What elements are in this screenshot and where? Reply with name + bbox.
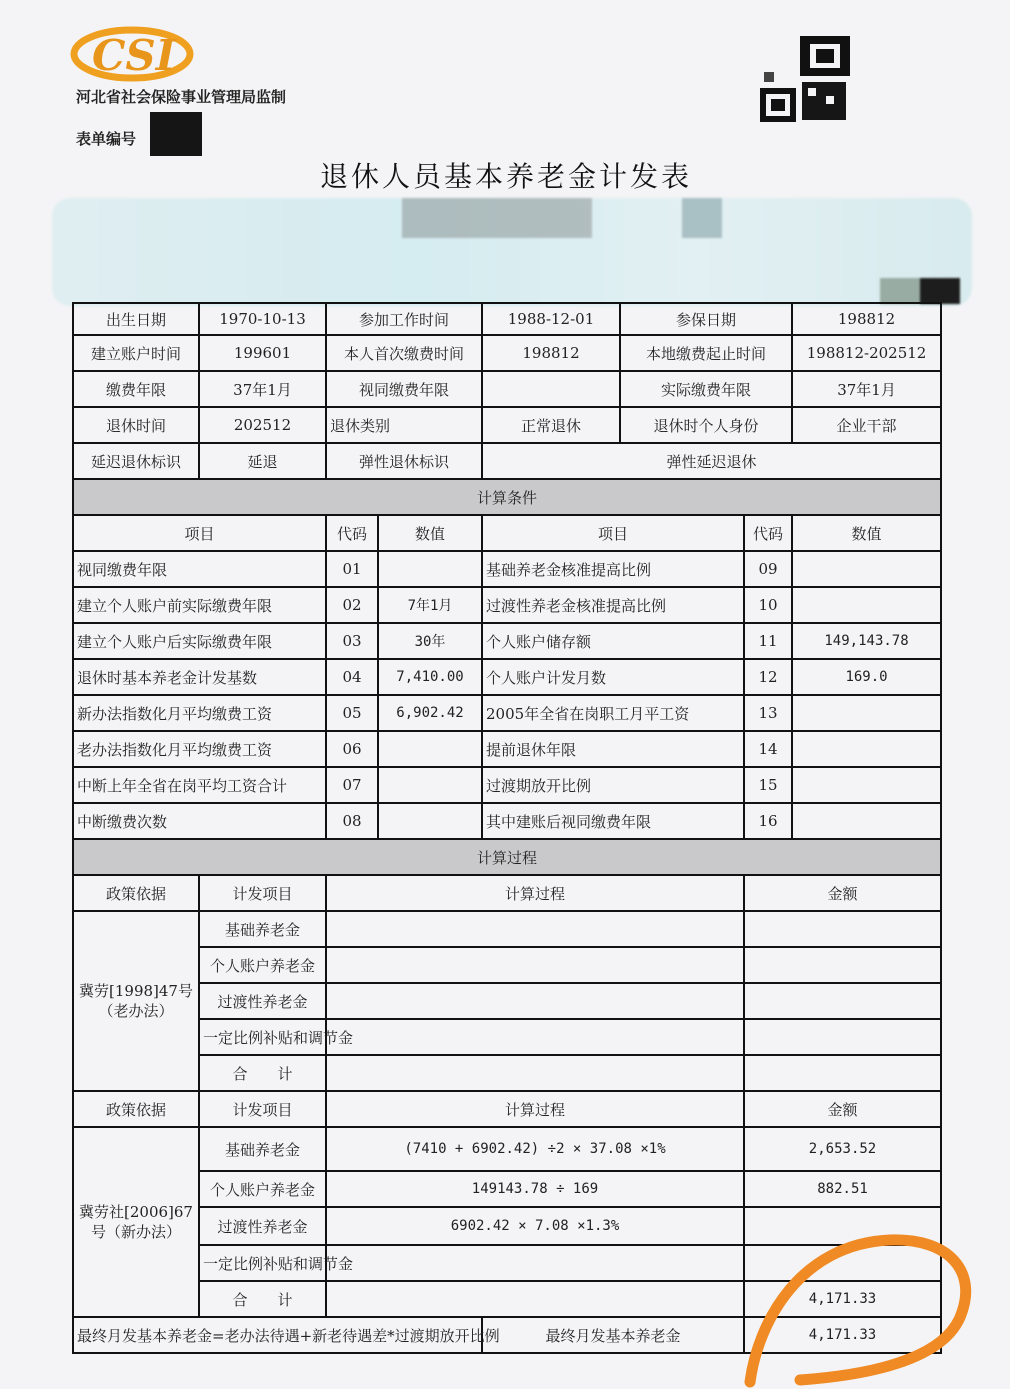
form-number-label: 表单编号 bbox=[76, 130, 137, 148]
final-label: 最终月发基本养老金 bbox=[482, 1317, 744, 1353]
policy-basis: 冀劳社[2006]67号（新办法） bbox=[73, 1127, 199, 1317]
document-title: 退休人员基本养老金计发表 bbox=[320, 160, 693, 193]
section-conditions: 计算条件 bbox=[73, 479, 941, 515]
condition-row: 中断缴费次数 08 其中建账后视同缴费年限 16 bbox=[73, 803, 941, 839]
condition-row: 建立个人账户前实际缴费年限 02 7年1月 过渡性养老金核准提高比例 10 bbox=[73, 587, 941, 623]
process-row: 合 计 4,171.33 bbox=[73, 1281, 941, 1317]
process-row: 冀劳社[2006]67号（新办法） 基础养老金 (7410 + 6902.42) ÷2 × 37.08 ×1% 2,653.52 bbox=[73, 1127, 941, 1171]
pension-table bbox=[72, 302, 942, 1354]
redaction-block bbox=[150, 112, 202, 156]
condition-row: 退休时基本养老金计发基数 04 7,410.00 个人账户计发月数 12 169.0 bbox=[73, 659, 941, 695]
info-row: 建立账户时间 199601 本人首次缴费时间 198812 本地缴费起止时间 198812-202512 bbox=[73, 335, 941, 371]
condition-row: 老办法指数化月平均缴费工资 06 提前退休年限 14 bbox=[73, 731, 941, 767]
section-process: 计算过程 bbox=[73, 839, 941, 875]
condition-row: 视同缴费年限 01 基础养老金核准提高比例 09 bbox=[73, 551, 941, 587]
final-row bbox=[73, 1317, 941, 1353]
process-row: 个人账户养老金 149143.78 ÷ 169 882.51 bbox=[73, 1171, 941, 1207]
process-row: 一定比例补贴和调节金 bbox=[73, 1019, 941, 1055]
old-method-rows bbox=[73, 911, 941, 1091]
process-row: 过渡性养老金 6902.42 × 7.08 ×1.3% bbox=[73, 1207, 941, 1245]
info-row: 缴费年限 37年1月 视同缴费年限 实际缴费年限 37年1月 bbox=[73, 371, 941, 407]
process-header: 政策依据 计发项目 计算过程 金额 bbox=[73, 1091, 941, 1127]
condition-row: 新办法指数化月平均缴费工资 05 6,902.42 2005年全省在岗职工月平工资 13 bbox=[73, 695, 941, 731]
final-value: 4,171.33 bbox=[744, 1317, 941, 1353]
qr-code-icon bbox=[760, 36, 850, 122]
final-formula: 最终月发基本养老金=老办法待遇+新老待遇差*过渡期放开比例 bbox=[73, 1317, 482, 1353]
policy-basis: 冀劳[1998]47号（老办法） bbox=[73, 911, 199, 1091]
condition-row: 中断上年全省在岗平均工资合计 07 过渡期放开比例 15 bbox=[73, 767, 941, 803]
process-header: 政策依据 计发项目 计算过程 金额 bbox=[73, 875, 941, 911]
conditions-header: 项目 代码 数值 项目 代码 数值 bbox=[73, 515, 941, 551]
logo-text: CSI bbox=[92, 31, 176, 80]
conditions-rows bbox=[73, 551, 941, 839]
new-method-rows bbox=[73, 1127, 941, 1317]
privacy-blur-region bbox=[52, 198, 972, 306]
process-row: 冀劳[1998]47号（老办法） 基础养老金 bbox=[73, 911, 941, 947]
process-row: 个人账户养老金 bbox=[73, 947, 941, 983]
condition-row: 建立个人账户后实际缴费年限 03 30年 个人账户储存额 11 149,143.78 bbox=[73, 623, 941, 659]
process-row: 过渡性养老金 bbox=[73, 983, 941, 1019]
info-row: 延迟退休标识 延退 弹性退休标识 弹性延迟退休 bbox=[73, 443, 941, 479]
info-row: 出生日期 1970-10-13 参加工作时间 1988-12-01 参保日期 198812 bbox=[73, 303, 941, 335]
process-row: 合 计 bbox=[73, 1055, 941, 1091]
csi-logo bbox=[70, 24, 200, 84]
info-row: 退休时间 202512 退休类别 正常退休 退休时个人身份 企业干部 bbox=[73, 407, 941, 443]
org-name: 河北省社会保险事业管理局监制 bbox=[76, 88, 287, 106]
process-row: 一定比例补贴和调节金 bbox=[73, 1245, 941, 1281]
